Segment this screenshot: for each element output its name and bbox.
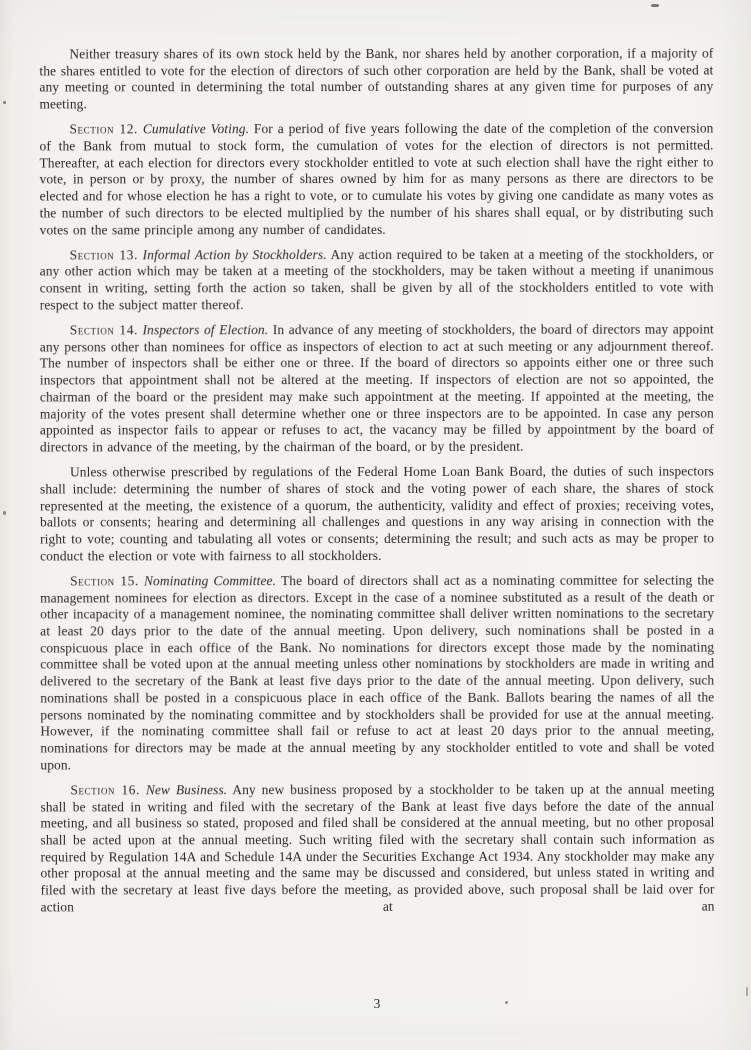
section-13-paragraph <box>40 246 714 314</box>
section-12-body: For a period of five years following the date of the completion of the conversion of the Bank from mutual to stock form, the cumulation of votes for the election of directors is not permitted. Thereafter, at each election for directors every stockholder entitled to vote at such election shall have the right either to vote, in person or by proxy, the number of shares owned by him for as many persons as there are directors to be elected and for whose election he has a right to vote, or to cumulate his votes by giving one candidate as many votes as the number of such directors to be elected multiplied by the number of his shares shall equal, or by distributing such votes on the same principle among any number of candidates. <box>39 120 714 238</box>
paragraph-text: Unless otherwise prescribed by regulations of the Federal Home Loan Bank Board, the duties of such inspectors shall include: determining the number of shares of stock and the voting power of each share, the shares of stock represented at the meeting, the existence of a quorum, the authenticity, validity and effect of proxies; receiving votes, ballots or consents; hearing and determining all challenges and questions in any way arising in connection with the right to vote; counting and tabulating all votes or consents; determining the result; and such acts as may be proper to conduct the election or vote with fairness to all stockholders. <box>40 463 715 564</box>
scan-speck <box>3 511 6 515</box>
section-13-label: Section 13. <box>69 247 138 263</box>
scan-speck <box>651 4 659 7</box>
section-16-title: New Business. <box>145 782 228 798</box>
treasury-shares-paragraph <box>39 46 713 114</box>
section-15-label: Section 15. <box>70 573 139 589</box>
document-body <box>39 46 714 916</box>
scan-speck <box>3 101 6 104</box>
section-16-body: Any new business proposed by a stockholder to be taken up at the annual meeting shall be stated in writing and filed with the secretary of the Bank at least five days before the date of the annual meeting, and all business so stated, proposed and filed shall be considered at the annual meeting, but no other proposal shall be acted upon at the annual meeting. Such writing filed with the secretary shall contain such information as required by Regulation 14A and Schedule 14A under the Securities Exchange Act 1934. Any stockholder may make any other proposal at the annual meeting and the same may be discussed and considered, but unless stated in writing and filed with the secretary at least five days before the meeting, as provided above, such proposal shall be laid over for action at an <box>40 781 715 915</box>
scan-edge-artifact <box>746 987 748 996</box>
section-15-paragraph <box>40 572 714 773</box>
section-12-paragraph <box>39 121 713 239</box>
section-14-label: Section 14. <box>69 322 138 338</box>
section-15-title: Nominating Committee. <box>143 573 277 589</box>
section-16-paragraph <box>40 781 714 916</box>
section-12-title: Cumulative Voting. <box>142 121 250 137</box>
section-12-label: Section 12. <box>69 121 139 137</box>
section-14-title: Inspectors of Election. <box>142 322 269 338</box>
section-15-body: The board of directors shall act as a nominating committee for selecting the management nominees for election as directors. Except in the case of a nominee substituted as a result of the death or other incapacity of a management nominee, the nominating committee shall deliver written nominations to the secretary at least 20 days prior to the date of the annual meeting. Upon delivery, such nominations shall be posted in a conspicuous place in each office of the Bank. No nominations for directors except those made by the nominating committee shall be voted upon at the annual meeting unless other nominations by stockholders are made in writing and delivered to the secretary of the Bank at least five days prior to the date of the annual meeting. Upon delivery, such nominations shall be posted in a conspicuous place in each office of the Bank. Ballots bearing the names of all the persons nominated by the nominating committee and by stockholders shall be provided for use at the annual meeting. However, if the nominating committee shall fail or refuse to act at least 20 days prior to the annual meeting, nominations for directors may be made at the annual meeting by any stockholder entitled to vote and shall be voted upon. <box>40 572 715 773</box>
page-number: 3 <box>373 996 381 1011</box>
section-13-body: Any action required to be taken at a meeting of the stockholders, or any other action which may be taken at a meeting of the stockholders, may be taken without a meeting if unanimous consent in writing, setting forth the action so taken, shall be given by all of the stockholders entitled to vote with respect to the subject matter thereof. <box>39 246 714 313</box>
scan-speck <box>505 1001 508 1004</box>
section-14-body: In advance of any meeting of stockholders, the board of directors may appoint any persons other than nominees for office as inspectors of election to act at such meeting or any adjournment thereof. The number of inspectors shall be either one or three. If the board of directors so appoints either one or three such inspectors that appointment shall not be altered at the meeting. If inspectors of election are not so appointed, the chairman of the board or the president may make such appointment at the meeting. If appointed at the meeting, the majority of the votes present shall determine whether one or three inspectors are to be appointed. In case any person appointed as inspector fails to appear or refuses to act, the vacancy may be filled by appointment by the board of directors in advance of the meeting, by the chairman of the board, or by the president. <box>39 321 714 455</box>
paragraph-text: Neither treasury shares of its own stock held by the Bank, nor shares held by another corporation, if a majority of the shares entitled to vote for the election of directors of such other corporation are held by the Bank, shall be voted at any meeting or counted in determining the total number of outstanding shares at any given time for purposes of any meeting. <box>39 45 714 112</box>
section-16-label: Section 16. <box>70 782 140 798</box>
inspectors-duties-paragraph <box>40 464 714 565</box>
section-14-paragraph <box>40 322 714 457</box>
section-13-title: Informal Action by Stockholders. <box>142 246 327 263</box>
